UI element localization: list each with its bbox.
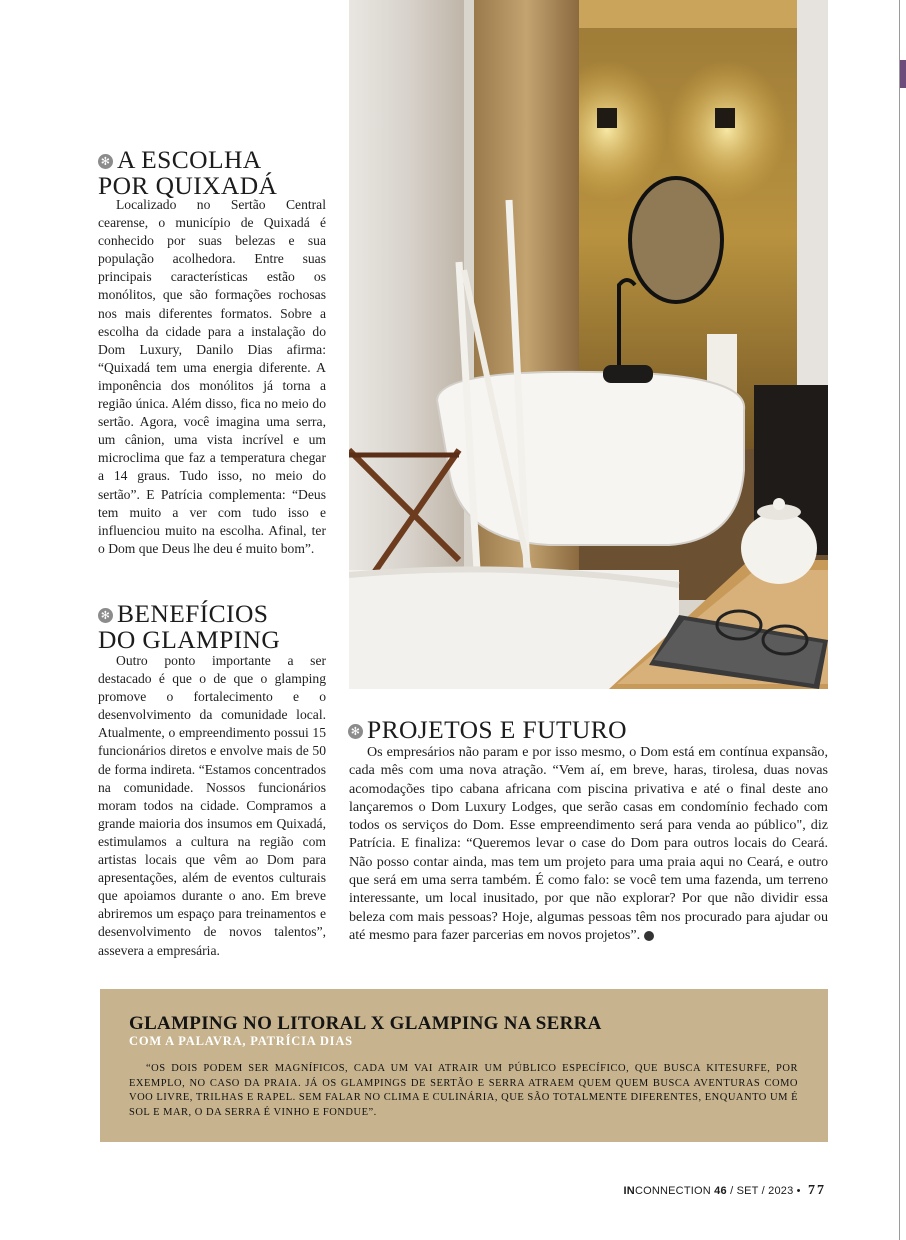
footer-brand-bold: IN (623, 1185, 635, 1197)
heading-beneficios (98, 601, 280, 653)
heading-quixada-line2: POR QUIXADÁ (98, 171, 278, 200)
page-number: 77 (808, 1183, 826, 1198)
page-edge-line (899, 0, 900, 1240)
footer-date: / SET / 2023 • (730, 1185, 801, 1197)
footer-issue: 46 (714, 1185, 727, 1197)
body-quixada: Localizado no Sertão Central cearense, o município de Quixadá é conhecido por suas belezas e sua população acolhedora. Entre suas principais características estão os monólitos, que são formações rochosas nos mais diferentes formatos. Sobre a escolha da cidade para a instalação do Dom Luxury, Danilo Dias afirma: “Quixadá tem uma energia diferente. A imponência dos monólitos já torna a região única. Além disso, fica no meio do sertão. Agora, você imagina uma serra, um cânion, uma vista incrível e um microclima que faz a temperatura chegar a 14 graus. Tudo isso, no meio do sertão”. E Patrícia complementa: “Deus tem muito a ver com tudo isso e influenciou muito na escolha. Afinal, ter o Dom que Deus lhe deu é muito bom”. (98, 197, 326, 556)
bathroom-photo-illustration (349, 0, 828, 689)
box-subtitle: COM A PALAVRA, PATRÍCIA DIAS (129, 1034, 353, 1048)
box-quote: “OS DOIS PODEM SER MAGNÍFICOS, CADA UM VAI ATRAIR UM PÚBLICO ESPECÍFICO, QUE BUSCA KITESURFE, POR EXEMPLO, NO CASO DA PRAIA. JÁ OS GLAMPINGS DE SERTÃO E SERRA ATRAEM QUEM QUEM BUSCA AVENTURAS COMO VOO LIVRE, TRILHAS E RAPEL. SEM FALAR NO CLIMA E CULINÁRIA, QUE SÃO TOTALMENTE DIFERENTES, ENQUANTO UM É SOL E MAR, O DA SERRA É VINHO E FONDUE”. (129, 1063, 798, 1118)
page-footer (624, 1183, 826, 1199)
glamping-comparison-box (100, 989, 828, 1142)
body-projetos (349, 743, 828, 944)
box-title: GLAMPING NO LITORAL X GLAMPING NA SERRA (129, 1013, 602, 1034)
page-edge-tab (900, 60, 906, 88)
heading-beneficios-line2: DO GLAMPING (98, 625, 281, 654)
end-mark-icon: ✻ (644, 931, 654, 941)
heading-beneficios-line1: BENEFÍCIOS (117, 599, 269, 628)
circled-star-icon: ✻ (98, 154, 113, 169)
body-projetos-text: Os empresários não param e por isso mesmo, o Dom está em contínua expansão, cada mês com uma nova atração. “Vem aí, em breve, haras, tirolesa, duas novas acomodações tipo cabana africana com piscina privativa e até o final deste ano lançaremos o Dom Luxury Lodges, que serão casas em condomínio fechado com todos os serviços do Dom. Esse empreendimento será para venda ao público", diz Patrícia. E finaliza: “Queremos levar o case do Dom para outros locais do Ceará. Não posso contar ainda, mas tem um projeto para uma praia aqui no Ceará, e outro que será em uma serra também. É como falo: se você tem uma fazenda, um terreno interessante, um local inusitado, por que não explorar? Por que não dividir essa beleza com mais pessoas? Hoje, algumas pessoas têm nos procurado para ajudar ou até mesmo para fazer parcerias em novos projetos”. (349, 744, 828, 943)
heading-projetos (348, 717, 627, 743)
circled-star-icon: ✻ (98, 608, 113, 623)
bathroom-photo (349, 0, 828, 689)
footer-brand-rest: CONNECTION (634, 1185, 711, 1197)
circled-star-icon: ✻ (348, 724, 363, 739)
heading-quixada-line1: A ESCOLHA (117, 145, 262, 174)
heading-quixada (98, 147, 277, 199)
body-beneficios: Outro ponto importante a ser destacado é que o de que o glamping promove o fortalecimento e o desenvolvimento da comunidade local. Atualmente, o empreendimento possui 15 funcionários diretos e envolve mais de 50 de forma indireta. “Estamos concentrados na comunidade. Nossos funcionários moram todos na cidade. Compramos a grande maioria dos insumos em Quixadá, estimulamos a cultura na região com artistas locais que vêm ao Dom para apresentações, além de eventos culturais que apoiamos durante o ano. Em breve abriremos um espaço para treinamentos e desenvolvimento de novos talentos”, assevera a empresária. (98, 653, 326, 958)
heading-projetos-text: PROJETOS E FUTURO (367, 715, 627, 744)
